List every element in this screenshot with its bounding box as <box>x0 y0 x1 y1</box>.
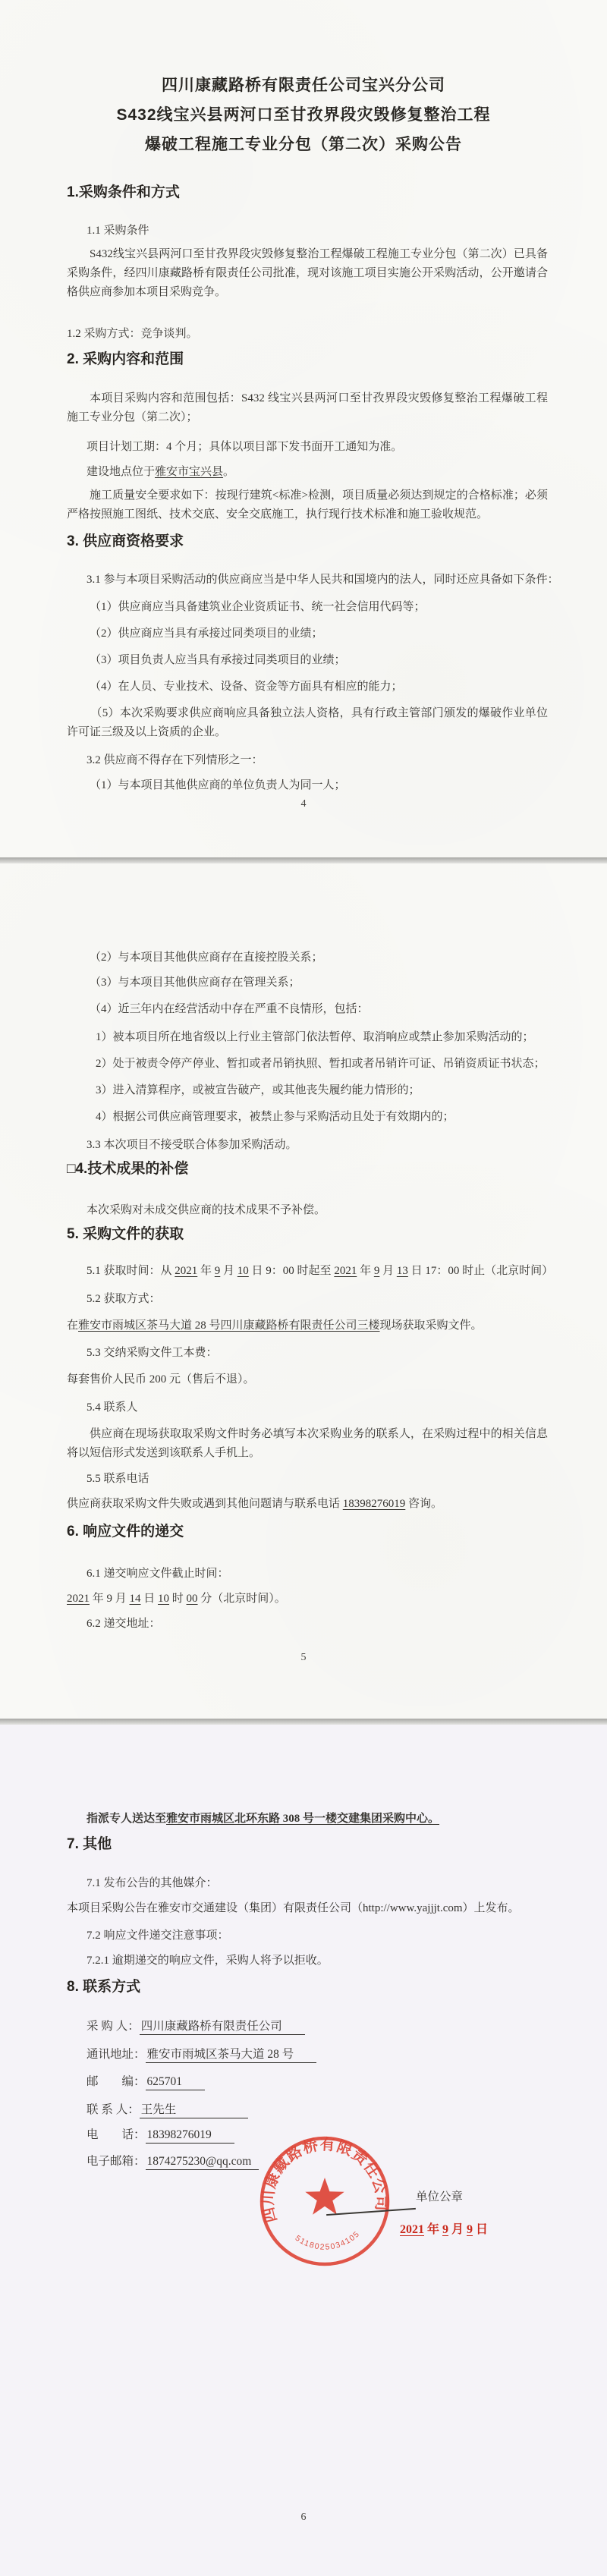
contact-buyer-value: 四川康藏路桥有限责任公司 <box>140 2017 305 2035</box>
company-seal-stamp <box>258 2134 392 2268</box>
section-5-heading: 5. 采购文件的获取 <box>67 1226 184 1242</box>
contact-email-row <box>86 2152 259 2170</box>
section-6-2-address: 指派专人送达至雅安市雨城区北环东路 308 号一楼交建集团采购中心。 <box>86 1813 440 1825</box>
page-gap <box>0 857 607 863</box>
page-number-6: 6 <box>300 2512 307 2523</box>
section-3-heading: 3. 供应商资格要求 <box>67 533 184 549</box>
exclusion-subitem-4: 4）根据公司供应商管理要求，被禁止参与采购活动且处于有效期内的； <box>96 1111 454 1123</box>
section-4-paragraph: 本次采购对未成交供应商的技术成果不予补偿。 <box>86 1204 326 1216</box>
contact-zipcode-label: 邮 编： <box>86 2075 146 2088</box>
section-5-5-phone: 供应商获取采购文件失败或遇到其他问题请与联系电话 18398276019 咨询。 <box>67 1498 443 1510</box>
document-page-3 <box>0 1725 607 2576</box>
title-line-3: 爆破工程施工专业分包（第二次）采购公告 <box>145 136 462 153</box>
section-2-duration: 项目计划工期：4 个月；具体以项目部下发书面开工通知为准。 <box>86 441 403 453</box>
exclusion-item-3: （3）与本项目其他供应商存在管理关系； <box>90 977 300 989</box>
contact-phone-row <box>86 2125 234 2144</box>
section-5-1-time: 5.1 获取时间：从 2021 年 9 月 10 日 9：00 时起至 2021 年 9 月 13 日 17：00 时止（北京时间） <box>86 1265 554 1277</box>
section-6-1-deadline: 2021 年 9 月 14 日 10 时 00 分（北京时间）。 <box>67 1593 286 1605</box>
section-3-2: 3.2 供应商不得存在下列情形之一： <box>86 754 263 766</box>
section-5-2-address: 在雅安市雨城区茶马大道 28 号四川康藏路桥有限责任公司三楼现场获取采购文件。 <box>67 1319 483 1332</box>
exclusion-item-4: （4）近三年内在经营活动中存在严重不良情形，包括： <box>90 1003 369 1015</box>
seal-star-icon <box>305 2178 344 2215</box>
contact-buyer-label: 采 购 人： <box>86 2020 140 2033</box>
contact-zipcode-row <box>86 2072 205 2090</box>
section-7-1: 7.1 发布公告的其他媒介： <box>86 1877 218 1889</box>
section-7-1-paragraph: 本项目采购公告在雅安市交通建设（集团）有限责任公司（http://www.yajjjt.com）上发布。 <box>67 1902 520 1914</box>
contact-zipcode-value: 625701 <box>146 2075 206 2090</box>
section-7-2-1: 7.2.1 逾期递交的响应文件，采购人将予以拒收。 <box>86 1955 329 1967</box>
exclusion-subitem-2: 2）处于被责令停产停业、暂扣或者吊销执照、暂扣或者吊销许可证、吊销资质证书状态； <box>96 1058 546 1070</box>
contact-address-value: 雅安市雨城区茶马大道 28 号 <box>146 2045 317 2063</box>
announcement-date: 2021 年 9 月 9 日 <box>400 2223 489 2236</box>
contact-address-label: 通讯地址： <box>86 2048 146 2061</box>
qualification-item-5: （5）本次采购要求供应商响应具备独立法人资格，具有行政主管部门颁发的爆破作业单位许可证三级及以上资质的企业。 <box>67 707 548 738</box>
seal-serial-number: 5118025034105 <box>293 2228 362 2252</box>
exclusion-item-2: （2）与本项目其他供应商存在直接控股关系； <box>90 951 323 964</box>
section-6-2: 6.2 递交地址： <box>86 1618 161 1630</box>
qualification-item-4: （4）在人员、专业技术、设备、资金等方面具有相应的能力； <box>90 681 403 693</box>
contact-phone-value: 18398276019 <box>146 2128 234 2144</box>
seal-label: 单位公章 <box>416 2191 464 2203</box>
contact-phone-label: 电 话： <box>86 2128 146 2141</box>
section-7-2: 7.2 响应文件递交注意事项： <box>86 1930 229 1942</box>
document-page-1 <box>0 0 607 857</box>
page-gap <box>0 1719 607 1725</box>
svg-text:5118025034105 <box>293 2226 363 2256</box>
section-2-scope-paragraph: 本项目采购内容和范围包括：S432 线宝兴县两河口至甘孜界段灾毁修复整治工程爆破工程施工专业分包（第二次）； <box>67 392 548 423</box>
section-2-location: 建设地点位于雅安市宝兴县。 <box>86 466 235 478</box>
section-1-2: 1.2 采购方式：竞争谈判。 <box>67 328 198 340</box>
document-page-2 <box>0 863 607 1719</box>
qualification-item-1: （1）供应商应当具备建筑业企业资质证书、统一社会信用代码等； <box>90 601 426 613</box>
exclusion-subitem-1: 1）被本项目所在地省级以上行业主管部门依法暂停、取消响应或禁止参加采购活动的； <box>96 1031 534 1043</box>
page-number-4: 4 <box>300 798 307 810</box>
title-line-2: S432线宝兴县两河口至甘孜界段灾毁修复整治工程 <box>116 106 491 124</box>
section-5-2: 5.2 获取方式： <box>86 1293 161 1305</box>
section-5-4: 5.4 联系人 <box>86 1401 138 1414</box>
section-3-3: 3.3 本次项目不接受联合体参加采购活动。 <box>86 1139 297 1151</box>
section-7-heading: 7. 其他 <box>67 1836 112 1852</box>
section-1-1: 1.1 采购条件 <box>86 225 149 237</box>
section-4-heading: □4.技术成果的补偿 <box>67 1161 189 1177</box>
page-number-5: 5 <box>300 1652 307 1663</box>
exclusion-subitem-3: 3）进入清算程序，或被宣告破产，或其他丧失履约能力情形的； <box>96 1084 420 1096</box>
contact-person-label: 联 系 人： <box>86 2103 140 2116</box>
exclusion-item-1: （1）与本项目其他供应商的单位负责人为同一人； <box>90 779 346 791</box>
section-5-5: 5.5 联系电话 <box>86 1473 149 1485</box>
section-6-heading: 6. 响应文件的递交 <box>67 1524 184 1540</box>
section-5-3: 5.3 交纳采购文件工本费： <box>86 1347 218 1359</box>
qualification-item-3: （3）项目负责人应当具有承接过同类项目的业绩； <box>90 654 346 666</box>
section-5-4-paragraph: 供应商在现场获取取采购文件时务必填写本次采购业务的联系人，在采购过程中的相关信息将以短信形式发送到该联系人手机上。 <box>67 1428 548 1459</box>
contact-email-value: 1874275230@qq.com <box>146 2155 259 2170</box>
qualification-item-2: （2）供应商应当具有承接过同类项目的业绩； <box>90 627 323 640</box>
title-line-1: 四川康藏路桥有限责任公司宝兴分公司 <box>162 77 445 94</box>
section-2-heading: 2. 采购内容和范围 <box>67 351 184 367</box>
section-5-3-price: 每套售价人民币 200 元（售后不退）。 <box>67 1373 255 1386</box>
contact-address-row <box>86 2045 316 2063</box>
section-1-1-paragraph: S432线宝兴县两河口至甘孜界段灾毁修复整治工程爆破工程施工专业分包（第二次）已具备采购条件，经四川康藏路桥有限责任公司批准，现对该施工项目实施公开采购活动，公开邀请合格供应商参加本项目采购竞争。 <box>67 248 548 298</box>
section-2-quality-paragraph: 施工质量安全要求如下：按现行建筑<标准>检测，项目质量必须达到规定的合格标准；必须严格按照施工图纸、技术交底、安全交底施工，执行现行技术标准和施工验收规范。 <box>67 489 548 521</box>
contact-person-value: 王先生 <box>140 2100 249 2118</box>
section-3-1: 3.1 参与本项目采购活动的供应商应当是中华人民共和国境内的法人，同时还应具备如下条件： <box>86 574 559 586</box>
contact-buyer-row <box>86 2017 305 2035</box>
seal-company-text: 四川康藏路桥有限责任公司 <box>259 2136 390 2225</box>
contact-email-label: 电子邮箱： <box>86 2155 146 2168</box>
section-1-heading: 1.采购条件和方式 <box>67 184 180 200</box>
section-8-heading: 8. 联系方式 <box>67 1979 141 1995</box>
contact-person-row <box>86 2100 248 2118</box>
section-6-1: 6.1 递交响应文件截止时间： <box>86 1568 229 1580</box>
